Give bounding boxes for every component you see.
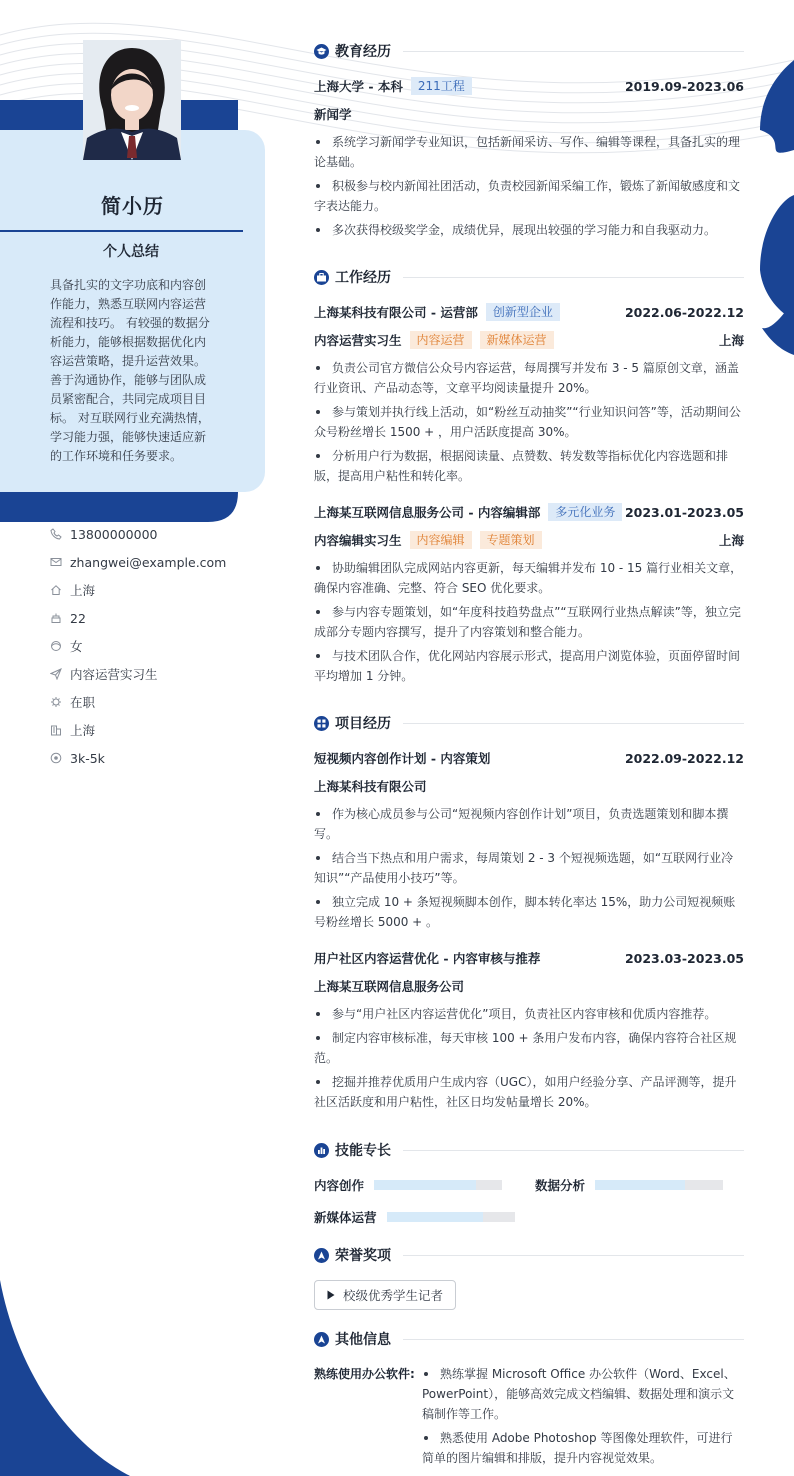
project-date: 2022.09-2022.12 [624,750,744,766]
skill-bar-fill [387,1212,483,1222]
job-company: 上海某科技有限公司 - 运营部 [314,305,478,320]
project-2-org [314,976,744,996]
major-name: 新闻学 [314,107,352,122]
section-skills [314,1140,744,1160]
projects-title: 项目经历 [335,716,391,732]
job-date: 2023.01-2023.05 [624,504,744,520]
age-icon [50,612,62,624]
list-item: 积极参与校内新闻社团活动，负责校园新闻采编工作，锻炼了新闻敏感度和文字表达能力。 [314,176,744,216]
summary-title: 个人总结 [103,244,159,260]
office-skills-label: 熟练使用办公软件: [314,1367,415,1381]
skill-bar-fill [595,1180,685,1190]
job-city: 上海 [718,333,744,348]
work-title: 工作经历 [335,270,391,286]
job-role: 内容运营实习生 [314,333,402,348]
role-tag: 专题策划 [480,531,542,549]
list-item: 制定内容审核标准，每天审核 100 + 条用户发布内容，确保内容符合社区规范。 [314,1028,744,1068]
building-icon [50,724,62,736]
phone-icon [50,528,62,540]
section-projects [314,713,744,733]
avatar-photo [83,40,181,160]
list-item: 协助编辑团队完成网站内容更新，每天编辑并发布 10 - 15 篇行业相关文章，确保内容准确、完整、符合 SEO 优化要求。 [314,558,744,598]
skill-item [314,1176,502,1194]
major-row [314,104,744,124]
job-city: 上海 [718,533,744,548]
info-work-city [50,716,226,744]
list-item: 参与“用户社区内容运营优化”项目，负责社区内容审核和优质内容推荐。 [314,1004,744,1024]
project-org: 上海某互联网信息服务公司 [314,979,465,994]
age-text: 22 [70,610,86,626]
section-divider [403,51,744,52]
section-divider [403,1255,744,1256]
list-item: 作为核心成员参与公司“短视频内容创作计划”项目，负责选题策划和脚本撰写。 [314,804,744,844]
project-1-header [314,748,744,768]
school-tag: 211工程 [411,77,472,95]
section-divider [403,723,744,724]
job-2-role [314,530,744,550]
list-item: 分析用户行为数据，根据阅读量、点赞数、转发数等指标优化内容选题和排版，提高用户粘性和转化率。 [314,446,744,486]
info-age [50,604,226,632]
briefcase-icon [314,270,329,285]
list-item: 系统学习新闻学专业知识，包括新闻采访、写作、编辑等课程，具备扎实的理论基础。 [314,132,744,172]
info-location [50,576,226,604]
section-education [314,41,744,61]
project-name: 用户社区内容运营优化 - 内容审核与推荐 [314,951,541,966]
bar-chart-icon [314,1143,329,1158]
project-date: 2023.03-2023.05 [624,950,744,966]
list-item: 独立完成 10 + 条短视频脚本创作，脚本转化率达 15%，助力公司短视频账号粉丝增长 5000 + 。 [314,892,744,932]
role-tag: 内容编辑 [410,531,472,549]
project-2-header [314,948,744,968]
list-item: 与技术团队合作，优化网站内容展示形式，提高用户浏览体验，页面停留时间平均增加 1 分钟。 [314,646,744,686]
list-item: 多次获得校级奖学金，成绩优异，展现出较强的学习能力和自我驱动力。 [314,220,744,240]
project-1-bullets [314,804,744,936]
skill-bar [387,1212,515,1222]
project-name: 短视频内容创作计划 - 内容策划 [314,751,491,766]
home-icon [50,584,62,596]
send-icon [50,668,62,680]
info-icon [314,1332,329,1347]
info-phone [50,520,226,548]
graduation-cap-icon [314,44,329,59]
list-item: 熟练掌握 Microsoft Office 办公软件（Word、Excel、PowerPoint），能够高效完成文档编辑、数据处理和演示文稿制作等工作。 [422,1364,744,1424]
award-item[interactable] [314,1280,456,1310]
skill-bar [595,1180,723,1190]
email-text: zhangwei@example.com [70,554,227,570]
section-divider [403,1150,744,1151]
job-company: 上海某互联网信息服务公司 - 内容编辑部 [314,505,541,520]
info-email [50,548,226,576]
play-icon [327,1290,335,1300]
list-item: 参与内容专题策划，如“年度科技趋势盘点”“互联网行业热点解读”等，独立完成部分专题内容撰写，提升了内容策划和整合能力。 [314,602,744,642]
list-item: 结合当下热点和用户需求，每周策划 2 - 3 个短视频选题，如“互联网行业冷知识”“产品使用小技巧”等。 [314,848,744,888]
project-1-org [314,776,744,796]
status-text: 在职 [70,695,96,710]
job-role: 内容编辑实习生 [314,533,402,548]
location-text: 上海 [70,583,96,598]
person-name: 简小历 [101,194,164,218]
job-1-bullets [314,358,744,490]
info-salary [50,744,226,772]
office-skills-list [422,1364,744,1472]
info-position [50,660,226,688]
name-divider [0,230,243,232]
education-header [314,76,744,96]
summary-text: 具备扎实的文字功底和内容创作能力，熟悉互联网内容运营流程和技巧。 有较强的数据分析能力，能够根据数据优化内容运营策略，提升运营效果。 善于沟通协作，能够与团队成员紧密配合，共同完成项目目标。 对互联网行业充满热情，学习能力强，能够快速适应新的工作环境和任务要求。 [50,278,210,463]
skill-bar-fill [374,1180,476,1190]
list-item: 挖掘并推荐优质用户生成内容（UGC），如用户经验分享、产品评测等，提升社区活跃度和用户粘性，社区日均发帖量增长 20%。 [314,1072,744,1112]
mail-icon [50,556,62,568]
awards-title: 荣誉奖项 [335,1248,391,1264]
school-name: 上海大学 - 本科 [314,79,403,94]
grid-icon [314,716,329,731]
job-1-role [314,330,744,350]
gender-icon [50,640,62,652]
salary-text: 3k-5k [70,750,105,766]
section-divider [403,1339,744,1340]
role-tag: 新媒体运营 [480,331,554,349]
gender-text: 女 [70,639,83,654]
section-other [314,1329,744,1349]
skill-name: 新媒体运营 [314,1210,377,1225]
skill-item [535,1176,723,1194]
section-divider [403,277,744,278]
company-tag: 创新型企业 [486,303,560,321]
skill-item [314,1208,515,1226]
contact-info [50,520,226,772]
skill-bar [374,1180,502,1190]
info-gender [50,632,226,660]
status-icon [50,696,62,708]
phone-text: 13800000000 [70,526,158,542]
info-status [50,688,226,716]
job-date: 2022.06-2022.12 [624,304,744,320]
company-tag: 多元化业务 [548,503,622,521]
education-title: 教育经历 [335,44,391,60]
job-2-bullets [314,558,744,690]
other-title: 其他信息 [335,1332,391,1348]
project-org: 上海某科技有限公司 [314,779,427,794]
skill-name: 内容创作 [314,1178,365,1193]
section-work [314,267,744,287]
award-icon [314,1248,329,1263]
list-item: 熟悉使用 Adobe Photoshop 等图像处理软件，可进行简单的图片编辑和排版，提升内容视觉效果。 [422,1428,744,1468]
education-date: 2019.09-2023.06 [624,78,744,94]
role-tag: 内容运营 [410,331,472,349]
skills-title: 技能专长 [335,1143,391,1159]
work-city-text: 上海 [70,723,96,738]
list-item: 参与策划并执行线上活动，如“粉丝互动抽奖”“行业知识问答”等，活动期间公众号粉丝增长 1500 + ，用户活跃度提高 30%。 [314,402,744,442]
position-text: 内容运营实习生 [70,667,158,682]
job-1-header [314,302,744,322]
section-awards [314,1245,744,1265]
salary-icon [50,752,62,764]
project-2-bullets [314,1004,744,1116]
list-item: 负责公司官方微信公众号内容运营，每周撰写并发布 3 - 5 篇原创文章，涵盖行业资讯、产品动态等，文章平均阅读量提升 20%。 [314,358,744,398]
education-bullets [314,132,744,244]
job-2-header [314,502,744,522]
award-label: 校级优秀学生记者 [343,1288,444,1303]
skill-name: 数据分析 [535,1178,586,1193]
